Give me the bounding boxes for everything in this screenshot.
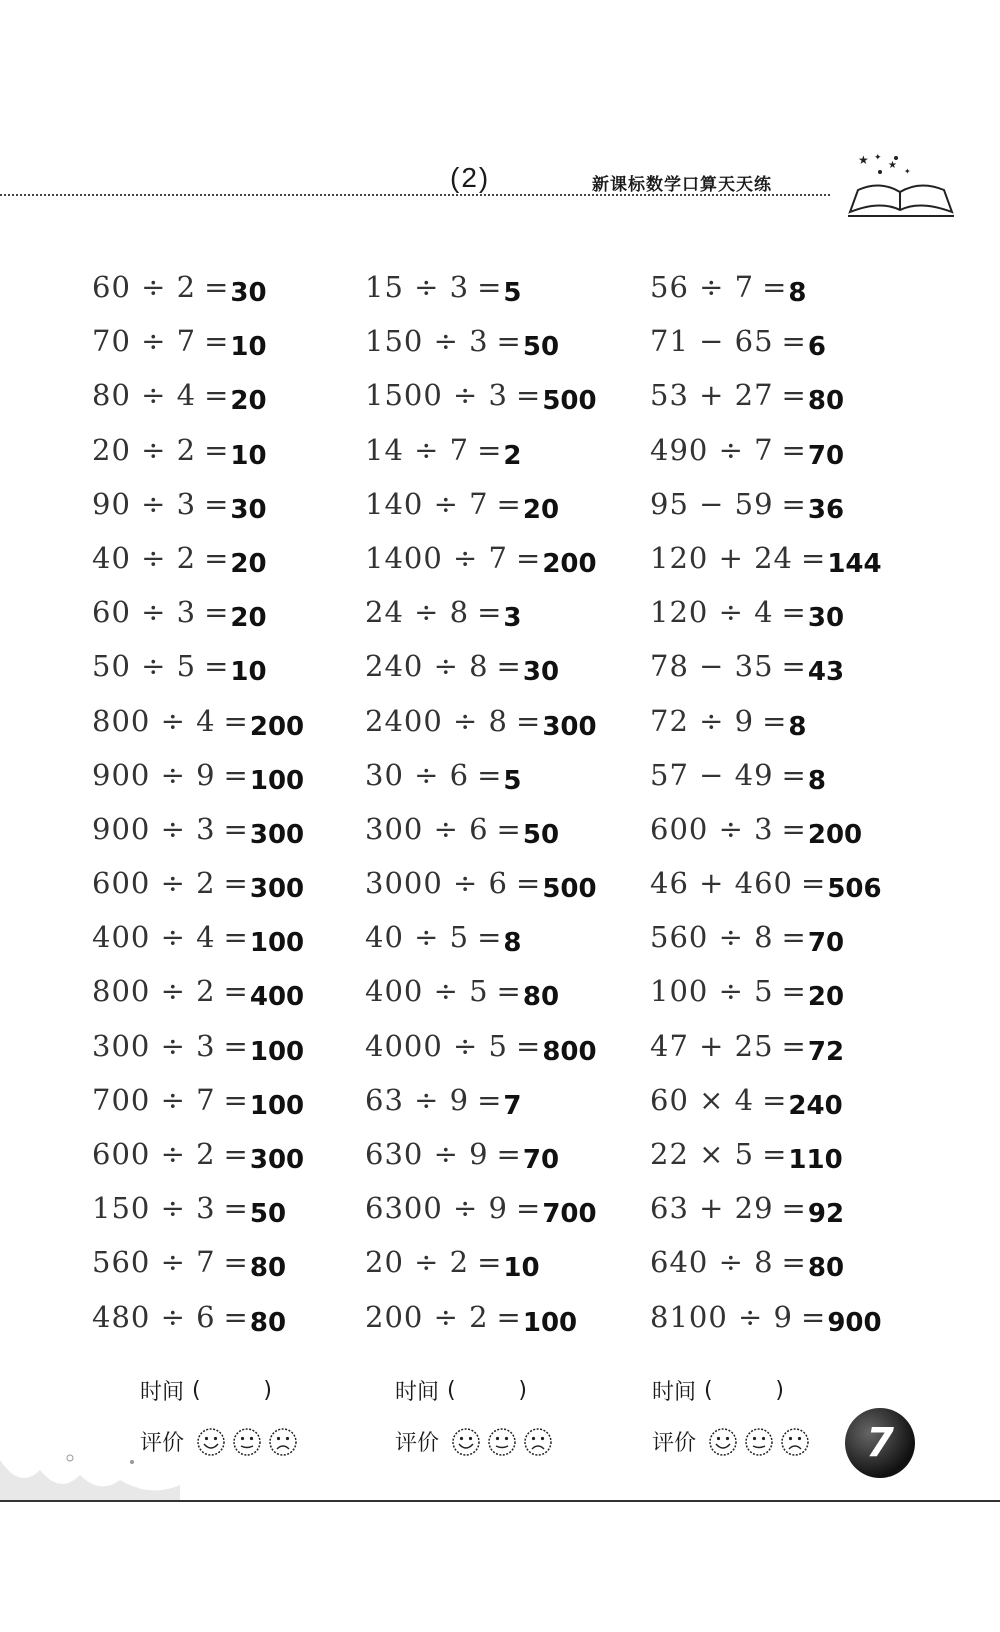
equals-sign: = (204, 595, 229, 630)
exercise-expression: 70 ÷ 7 (92, 324, 197, 359)
exercise-expression: 63 + 29 (650, 1191, 774, 1226)
exercise-expression: 60 × 4 (650, 1082, 755, 1117)
handwritten-answer[interactable]: 30 (807, 603, 845, 634)
exercise-row (650, 1083, 882, 1137)
exercise-row (650, 704, 882, 758)
handwritten-answer[interactable]: 10 (230, 440, 267, 471)
exercise-row (365, 378, 597, 432)
equals-sign: = (781, 486, 806, 521)
handwritten-answer[interactable]: 92 (807, 1199, 845, 1230)
equals-sign: = (477, 432, 502, 467)
handwritten-answer[interactable]: 20 (522, 494, 560, 525)
equals-sign: = (223, 1245, 248, 1280)
equals-sign: = (781, 757, 806, 792)
equals-sign: = (801, 866, 826, 901)
exercise-expression: 300 ÷ 3 (92, 1028, 216, 1063)
handwritten-answer[interactable]: 500 (542, 874, 597, 905)
exercise-row (92, 812, 304, 866)
handwritten-answer[interactable]: 8 (503, 928, 522, 959)
exercise-expression: 640 ÷ 8 (650, 1245, 774, 1280)
exercise-expression: 400 ÷ 4 (92, 920, 216, 955)
exercise-row (650, 649, 882, 703)
handwritten-answer[interactable]: 80 (522, 982, 560, 1013)
exercise-expression: 46 + 460 (650, 866, 793, 901)
handwritten-answer[interactable]: 200 (807, 819, 863, 850)
exercise-expression: 30 ÷ 6 (365, 757, 470, 792)
exercise-row (92, 1245, 304, 1299)
equals-sign: = (204, 486, 229, 521)
handwritten-answer[interactable]: 50 (249, 1199, 287, 1230)
exercise-row (92, 1029, 304, 1083)
handwritten-answer[interactable]: 20 (230, 386, 267, 417)
handwritten-answer[interactable]: 500 (542, 386, 597, 417)
handwritten-answer[interactable]: 300 (249, 1145, 305, 1175)
exercise-row (92, 324, 304, 378)
exercise-expression: 95 − 59 (650, 486, 774, 521)
equals-sign: = (801, 540, 826, 575)
exercise-expression: 150 ÷ 3 (365, 324, 489, 359)
exercise-column-2 (365, 270, 597, 1354)
exercise-expression: 24 ÷ 8 (365, 595, 470, 630)
equals-sign: = (223, 1028, 248, 1063)
exercise-expression: 47 + 25 (650, 1028, 774, 1063)
exercise-row (92, 487, 304, 541)
equals-sign: = (204, 378, 229, 413)
exercise-expression: 8100 ÷ 9 (650, 1299, 793, 1334)
exercise-row (650, 541, 882, 595)
exercise-row (650, 974, 882, 1028)
exercise-expression: 22 × 5 (650, 1137, 755, 1171)
exercise-expression: 300 ÷ 6 (365, 811, 489, 846)
svg-text:✦: ✦ (904, 167, 911, 176)
exercise-expression: 2400 ÷ 8 (365, 703, 508, 738)
equals-sign: = (781, 1191, 806, 1226)
exercise-row (365, 974, 597, 1028)
handwritten-answer[interactable]: 50 (522, 332, 560, 363)
eval-label: 评价 (140, 1431, 185, 1456)
exercise-row (365, 433, 597, 487)
handwritten-answer[interactable]: 100 (249, 765, 305, 796)
exercise-row (92, 541, 304, 595)
exercise-row (650, 433, 882, 487)
exercise-expression: 60 ÷ 2 (92, 270, 197, 304)
equals-sign: = (477, 270, 502, 304)
equals-sign: = (781, 811, 806, 846)
exercise-row (92, 1137, 304, 1191)
exercise-row (365, 1083, 597, 1137)
equals-sign: = (223, 1299, 248, 1334)
handwritten-answer[interactable]: 70 (807, 928, 845, 959)
handwritten-answer[interactable]: 70 (522, 1145, 560, 1175)
equals-sign: = (781, 920, 806, 955)
exercise-expression: 120 ÷ 4 (650, 595, 774, 630)
equals-sign: = (204, 432, 229, 467)
paren-open: ( (447, 1378, 456, 1403)
handwritten-answer[interactable]: 6 (807, 332, 826, 363)
equals-sign: = (496, 811, 521, 846)
handwritten-answer[interactable]: 80 (249, 1307, 287, 1338)
svg-text:★: ★ (888, 160, 897, 171)
exercise-expression: 20 ÷ 2 (92, 432, 197, 467)
exercise-expression: 56 ÷ 7 (650, 270, 755, 304)
bottom-wave-decoration (0, 1450, 1000, 1500)
exercise-row (650, 378, 882, 432)
exercise-expression: 900 ÷ 9 (92, 757, 216, 792)
exercise-expression: 560 ÷ 8 (650, 920, 774, 955)
handwritten-answer[interactable]: 70 (807, 440, 845, 471)
time-blank[interactable] (704, 1378, 784, 1403)
equals-sign: = (516, 540, 541, 575)
equals-sign: = (762, 1137, 787, 1171)
exercise-row (92, 1191, 304, 1245)
exercise-row (365, 541, 597, 595)
exercise-expression: 400 ÷ 5 (365, 974, 489, 1009)
equals-sign: = (762, 1082, 787, 1117)
exercise-row (365, 1029, 597, 1083)
exercise-row (92, 270, 304, 324)
exercise-row (365, 812, 597, 866)
equals-sign: = (223, 1082, 248, 1117)
equals-sign: = (223, 811, 248, 846)
handwritten-answer[interactable]: 300 (249, 819, 305, 850)
svg-text:✦: ✦ (874, 153, 882, 163)
handwritten-answer[interactable]: 20 (230, 603, 267, 634)
exercise-row (650, 1191, 882, 1245)
exercise-expression: 60 ÷ 3 (92, 595, 197, 630)
equals-sign: = (223, 920, 248, 955)
time-blank[interactable] (447, 1378, 527, 1403)
equals-sign: = (781, 595, 806, 630)
exercise-column-3 (650, 270, 882, 1354)
svg-text:★: ★ (858, 153, 869, 167)
handwritten-answer[interactable]: 5 (503, 765, 522, 796)
exercise-expression: 40 ÷ 5 (365, 920, 470, 955)
exercise-row (365, 649, 597, 703)
equals-sign: = (477, 1082, 502, 1117)
exercise-expression: 200 ÷ 2 (365, 1299, 489, 1334)
handwritten-answer[interactable]: 400 (249, 982, 305, 1013)
equals-sign: = (223, 1191, 248, 1226)
equals-sign: = (496, 974, 521, 1009)
time-row (140, 1375, 298, 1406)
equals-sign: = (496, 649, 521, 684)
handwritten-answer[interactable]: 20 (230, 548, 267, 579)
exercise-row (365, 1245, 597, 1299)
exercise-row (92, 1083, 304, 1137)
equals-sign: = (223, 974, 248, 1009)
exercise-expression: 3000 ÷ 6 (365, 866, 508, 901)
equals-sign: = (477, 595, 502, 630)
footer-block-2 (395, 1375, 553, 1457)
exercise-row (365, 1191, 597, 1245)
exercise-row (365, 920, 597, 974)
exercise-expression: 100 ÷ 5 (650, 974, 774, 1009)
handwritten-answer[interactable]: 8 (788, 278, 807, 308)
equals-sign: = (516, 1028, 541, 1063)
exercise-expression: 480 ÷ 6 (92, 1299, 216, 1334)
exercise-row (365, 1137, 597, 1191)
page-header (0, 150, 1000, 230)
equals-sign: = (477, 920, 502, 955)
exercise-expression: 240 ÷ 8 (365, 649, 489, 684)
exercise-expression: 14 ÷ 7 (365, 432, 470, 467)
exercise-row (92, 974, 304, 1028)
exercise-row (650, 1300, 882, 1354)
equals-sign: = (496, 1137, 521, 1171)
handwritten-answer[interactable]: 80 (249, 1253, 287, 1284)
time-label: 时间 (395, 1380, 440, 1405)
exercise-expression: 71 − 65 (650, 324, 774, 359)
time-blank[interactable] (192, 1378, 272, 1403)
exercise-row (650, 758, 882, 812)
handwritten-answer[interactable]: 300 (249, 874, 305, 905)
exercise-row (365, 866, 597, 920)
handwritten-answer[interactable]: 144 (827, 548, 882, 579)
handwritten-answer[interactable]: 10 (503, 1253, 540, 1284)
equals-sign: = (762, 703, 787, 738)
handwritten-answer[interactable]: 43 (807, 657, 845, 688)
exercise-expression: 1400 ÷ 7 (365, 540, 508, 575)
paren-close: ) (518, 1378, 528, 1403)
exercise-row (650, 595, 882, 649)
exercise-row (92, 595, 304, 649)
exercise-expression: 600 ÷ 2 (92, 866, 216, 901)
exercise-expression: 800 ÷ 4 (92, 703, 216, 738)
handwritten-answer[interactable]: 8 (788, 711, 807, 742)
handwritten-answer[interactable]: 30 (522, 657, 560, 688)
exercise-expression: 20 ÷ 2 (365, 1245, 470, 1280)
exercise-expression: 600 ÷ 3 (650, 811, 774, 846)
exercise-expression: 40 ÷ 2 (92, 540, 197, 575)
exercise-row (650, 1137, 882, 1191)
exercise-expression: 120 + 24 (650, 540, 793, 575)
exercise-expression: 490 ÷ 7 (650, 432, 774, 467)
equals-sign: = (223, 866, 248, 901)
handwritten-answer[interactable]: 36 (807, 494, 845, 525)
series-title: 新课标数学口算天天练 (592, 175, 772, 195)
equals-sign: = (781, 649, 806, 684)
handwritten-answer[interactable]: 72 (807, 1036, 845, 1067)
handwritten-answer[interactable]: 100 (522, 1307, 578, 1338)
equals-sign: = (204, 540, 229, 575)
handwritten-answer[interactable]: 100 (249, 928, 305, 959)
footer-block-1 (140, 1375, 298, 1457)
equals-sign: = (496, 324, 521, 359)
exercise-row (365, 487, 597, 541)
exercise-expression: 630 ÷ 9 (365, 1137, 489, 1171)
exercise-expression: 78 − 35 (650, 649, 774, 684)
time-row (395, 1375, 553, 1406)
exercise-row (365, 758, 597, 812)
exercise-column-1 (92, 270, 304, 1354)
equals-sign: = (781, 1245, 806, 1280)
exercise-row (92, 1300, 304, 1354)
paren-close: ) (263, 1378, 273, 1403)
handwritten-answer[interactable]: 200 (542, 548, 597, 579)
page-number: 7 (866, 1420, 894, 1466)
equals-sign: = (516, 1191, 541, 1226)
equals-sign: = (516, 703, 541, 738)
exercise-row (365, 1300, 597, 1354)
exercise-expression: 72 ÷ 9 (650, 703, 755, 738)
handwritten-answer[interactable]: 200 (249, 711, 305, 742)
equals-sign: = (801, 1299, 826, 1334)
exercise-expression: 53 + 27 (650, 378, 774, 413)
exercise-row (650, 270, 882, 324)
eval-label: 评价 (395, 1431, 440, 1456)
handwritten-answer[interactable]: 10 (230, 332, 267, 363)
exercise-expression: 1500 ÷ 3 (365, 378, 508, 413)
exercise-row (365, 270, 597, 324)
equals-sign: = (223, 1137, 248, 1171)
handwritten-answer[interactable]: 80 (807, 386, 845, 417)
equals-sign: = (781, 1028, 806, 1063)
footer-block-3 (652, 1375, 810, 1457)
exercise-row (92, 649, 304, 703)
exercise-row (92, 758, 304, 812)
equals-sign: = (781, 324, 806, 359)
exercise-expression: 50 ÷ 5 (92, 649, 197, 684)
equals-sign: = (223, 757, 248, 792)
exercise-expression: 90 ÷ 3 (92, 486, 197, 521)
handwritten-answer[interactable]: 300 (542, 711, 597, 742)
exercise-row (92, 378, 304, 432)
exercise-row (92, 866, 304, 920)
open-book-stars-icon (840, 150, 960, 230)
exercise-row (365, 324, 597, 378)
exercise-row (650, 866, 882, 920)
handwritten-answer[interactable]: 30 (230, 278, 267, 308)
handwritten-answer[interactable]: 3 (503, 603, 522, 634)
exercise-row (650, 324, 882, 378)
exercise-row (365, 704, 597, 758)
handwritten-answer[interactable]: 30 (230, 494, 267, 525)
handwritten-answer[interactable]: 80 (807, 1253, 845, 1284)
equals-sign: = (477, 757, 502, 792)
equals-sign: = (496, 1299, 521, 1334)
exercise-row (650, 487, 882, 541)
equals-sign: = (223, 703, 248, 738)
handwritten-answer[interactable]: 50 (522, 819, 560, 850)
exercise-row (650, 920, 882, 974)
exercise-expression: 560 ÷ 7 (92, 1245, 216, 1280)
exercise-expression: 150 ÷ 3 (92, 1191, 216, 1226)
exercise-row (92, 704, 304, 758)
equals-sign: = (781, 974, 806, 1009)
exercise-row (650, 1029, 882, 1083)
bottom-rule (0, 1500, 1000, 1502)
exercise-row (92, 433, 304, 487)
exercise-expression: 140 ÷ 7 (365, 486, 489, 521)
handwritten-answer[interactable]: 8 (807, 765, 826, 796)
exercise-expression: 800 ÷ 2 (92, 974, 216, 1009)
exercise-expression: 15 ÷ 3 (365, 270, 470, 304)
exercise-row (650, 812, 882, 866)
section-number: (2) (450, 162, 491, 193)
paren-close: ) (775, 1378, 785, 1403)
equals-sign: = (781, 378, 806, 413)
eval-label: 评价 (652, 1431, 697, 1456)
equals-sign: = (781, 432, 806, 467)
exercise-expression: 57 − 49 (650, 757, 774, 792)
equals-sign: = (516, 378, 541, 413)
exercise-expression: 700 ÷ 7 (92, 1082, 216, 1117)
handwritten-answer[interactable]: 5 (503, 278, 522, 308)
exercise-expression: 6300 ÷ 9 (365, 1191, 508, 1226)
handwritten-answer[interactable]: 110 (788, 1145, 843, 1175)
exercise-expression: 80 ÷ 4 (92, 378, 197, 413)
handwritten-answer[interactable]: 100 (249, 1090, 305, 1121)
paren-open: ( (704, 1378, 713, 1403)
time-row (652, 1375, 810, 1406)
equals-sign: = (204, 649, 229, 684)
handwritten-answer[interactable]: 20 (807, 982, 845, 1013)
equals-sign: = (516, 866, 541, 901)
equals-sign: = (762, 270, 787, 304)
equals-sign: = (204, 270, 229, 304)
time-label: 时间 (652, 1380, 697, 1405)
exercise-expression: 63 ÷ 9 (365, 1082, 470, 1117)
handwritten-answer[interactable]: 900 (827, 1307, 882, 1338)
handwritten-answer[interactable]: 7 (503, 1090, 522, 1121)
handwritten-answer[interactable]: 2 (503, 440, 522, 471)
exercise-row (365, 595, 597, 649)
handwritten-answer[interactable]: 240 (788, 1090, 843, 1121)
time-label: 时间 (140, 1380, 185, 1405)
paren-open: ( (192, 1378, 201, 1403)
equals-sign: = (496, 486, 521, 521)
exercise-row (650, 1245, 882, 1299)
handwritten-answer[interactable]: 800 (542, 1036, 597, 1067)
handwritten-answer[interactable]: 506 (827, 874, 882, 905)
exercise-expression: 900 ÷ 3 (92, 811, 216, 846)
handwritten-answer[interactable]: 10 (230, 657, 267, 688)
exercise-row (92, 920, 304, 974)
exercise-expression: 4000 ÷ 5 (365, 1028, 508, 1063)
handwritten-answer[interactable]: 700 (542, 1199, 597, 1230)
exercise-expression: 600 ÷ 2 (92, 1137, 216, 1171)
handwritten-answer[interactable]: 100 (249, 1036, 305, 1067)
equals-sign: = (204, 324, 229, 359)
equals-sign: = (477, 1245, 502, 1280)
